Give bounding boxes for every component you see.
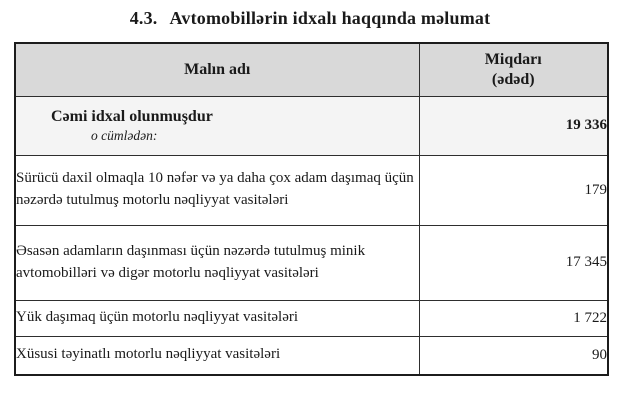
table-row [15, 225, 608, 300]
quantity-header-line2: (ədəd) [491, 70, 535, 88]
header-cell-product-name: Malın adı [15, 43, 419, 96]
total-value: 19 336 [419, 96, 608, 155]
table-row [15, 155, 608, 225]
page-title [0, 8, 620, 29]
total-label: Cəmi idxal olunmuşdur [51, 107, 213, 125]
header-cell-quantity [419, 43, 608, 96]
row-label: Sürücü daxil olmaqla 10 nəfər və ya daha çox adam daşımaq üçün nəzərdə tutulmuş motorlu nəqliyyat vasitələri [15, 155, 419, 225]
total-label-cell [15, 96, 419, 155]
table-row [15, 300, 608, 336]
row-value: 90 [419, 336, 608, 375]
row-value: 17 345 [419, 225, 608, 300]
imports-table [14, 42, 609, 376]
title-number: 4.3. [129, 8, 158, 28]
row-label: Xüsusi təyinatlı motorlu nəqliyyat vasitələri [15, 336, 419, 375]
quantity-header-line1: Miqdarı [484, 50, 542, 68]
table-row [15, 336, 608, 375]
row-label: Yük daşımaq üçün motorlu nəqliyyat vasitələri [15, 300, 419, 336]
row-value: 179 [419, 155, 608, 225]
row-value: 1 722 [419, 300, 608, 336]
table-header-row [15, 43, 608, 96]
total-row [15, 96, 608, 155]
total-sublabel: o cümlədən: [91, 127, 158, 143]
row-label: Əsasən adamların daşınması üçün nəzərdə tutulmuş minik avtomobilləri və digər motorlu nəqliyyat vasitələri [15, 225, 419, 300]
title-text: Avtomobillərin idxalı haqqında məlumat [169, 8, 491, 28]
